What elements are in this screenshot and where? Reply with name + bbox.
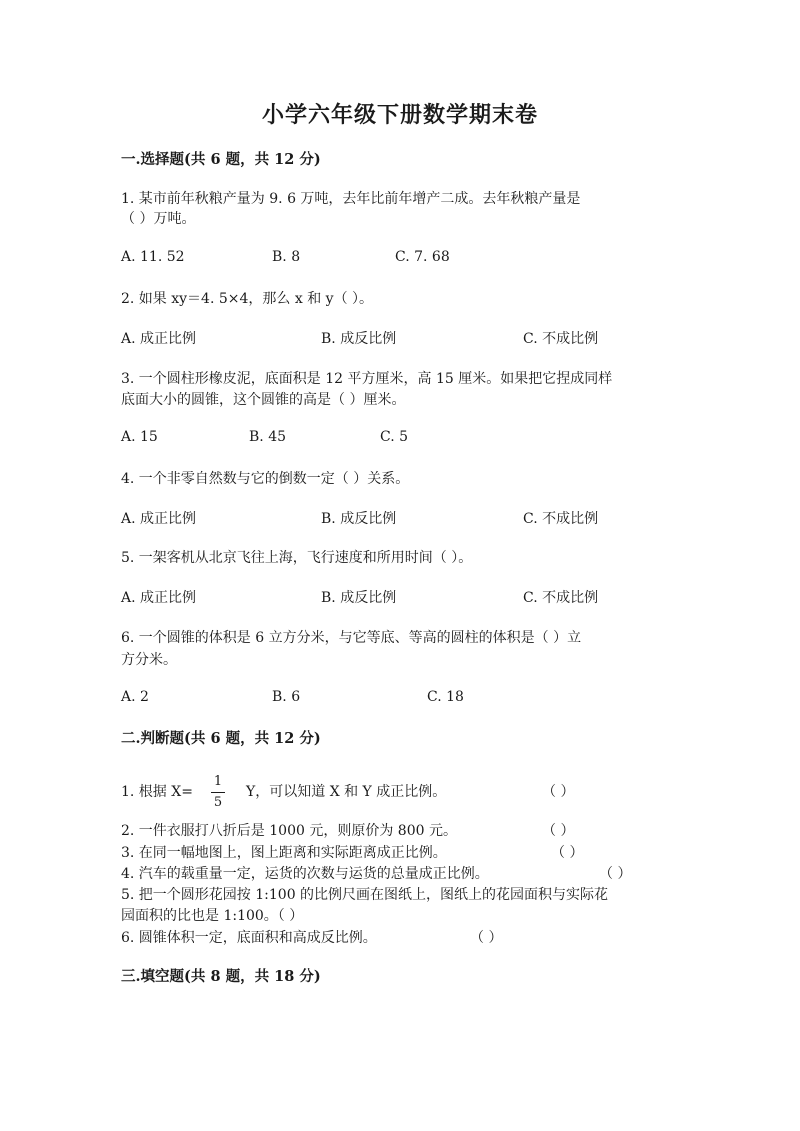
question-4-option-b: B. 成反比例 <box>321 511 397 527</box>
judgement-6-text: 6. 圆锥体积一定，底面积和高成反比例。 <box>121 930 377 946</box>
question-3-text: 3. 一个圆柱形橡皮泥，底面积是 12 平方厘米，高 15 厘米。如果把它捏成同样 <box>121 371 613 387</box>
question-6-option-b: B. 6 <box>272 689 301 705</box>
fraction-numerator: 1 <box>213 774 223 789</box>
section-heading-judgement: 二.判断题(共 6 题，共 12 分) <box>121 730 321 747</box>
judgement-5-text-cont: 园面积的比也是 1:100。（ ） <box>121 908 304 924</box>
page-title: 小学六年级下册数学期末卷 <box>261 102 538 128</box>
judgement-2-text: 2. 一件衣服打八折后是 1000 元，则原价为 800 元。 <box>121 823 457 839</box>
question-2-option-b: B. 成反比例 <box>321 331 397 347</box>
question-1-option-c: C. 7. 68 <box>395 249 450 265</box>
question-5-option-c: C. 不成比例 <box>523 590 599 606</box>
question-1-option-b: B. 8 <box>272 249 301 265</box>
question-5-text: 5. 一架客机从北京飞往上海，飞行速度和所用时间（ ）。 <box>121 550 473 566</box>
question-3-option-c: C. 5 <box>380 429 409 445</box>
question-2-text: 2. 如果 xy＝4. 5×4，那么 x 和 y（ ）。 <box>121 291 374 307</box>
question-3-option-b: B. 45 <box>249 429 287 445</box>
fraction-bar <box>211 792 225 793</box>
section-heading-fill-in: 三.填空题(共 8 题，共 18 分) <box>121 968 321 985</box>
question-1-option-a: A. 11. 52 <box>121 249 185 265</box>
judgement-3-blank: （ ） <box>551 845 584 861</box>
judgement-5-text: 5. 把一个圆形花园按 1:100 的比例尺画在图纸上，图纸上的花园面积与实际花 <box>121 887 609 903</box>
judgement-1-blank: （ ） <box>542 784 575 800</box>
judgement-1-prefix: 1. 根据 X= <box>121 784 193 800</box>
question-4-option-a: A. 成正比例 <box>121 511 197 527</box>
question-2-option-a: A. 成正比例 <box>121 331 197 347</box>
fraction-denominator: 5 <box>213 795 223 810</box>
question-6-option-c: C. 18 <box>427 689 464 705</box>
question-6-option-a: A. 2 <box>121 689 149 705</box>
question-5-option-a: A. 成正比例 <box>121 590 197 606</box>
question-4-option-c: C. 不成比例 <box>523 511 599 527</box>
judgement-4-blank: （ ） <box>599 866 632 882</box>
question-6-text: 6. 一个圆锥的体积是 6 立方分米，与它等底、等高的圆柱的体积是（ ）立 <box>121 630 582 646</box>
question-2-option-c: C. 不成比例 <box>523 331 599 347</box>
question-6-text-cont: 方分米。 <box>121 652 177 668</box>
judgement-2-blank: （ ） <box>542 823 575 839</box>
judgement-1-suffix: Y，可以知道 X 和 Y 成正比例。 <box>246 784 447 800</box>
judgement-3-text: 3. 在同一幅地图上，图上距离和实际距离成正比例。 <box>121 845 447 861</box>
question-1-text-cont: （ ）万吨。 <box>121 211 196 227</box>
question-3-option-a: A. 15 <box>121 429 158 445</box>
section-heading-choice: 一.选择题(共 6 题，共 12 分) <box>121 151 321 168</box>
fraction-one-fifth <box>211 774 225 811</box>
question-1-text: 1. 某市前年秋粮产量为 9. 6 万吨，去年比前年增产二成。去年秋粮产量是 <box>121 191 581 207</box>
question-3-text-cont: 底面大小的圆锥，这个圆锥的高是（ ）厘米。 <box>121 392 406 408</box>
question-4-text: 4. 一个非零自然数与它的倒数一定（ ）关系。 <box>121 471 410 487</box>
judgement-6-blank: （ ） <box>470 930 503 946</box>
question-5-option-b: B. 成反比例 <box>321 590 397 606</box>
judgement-4-text: 4. 汽车的载重量一定，运货的次数与运货的总量成正比例。 <box>121 866 489 882</box>
